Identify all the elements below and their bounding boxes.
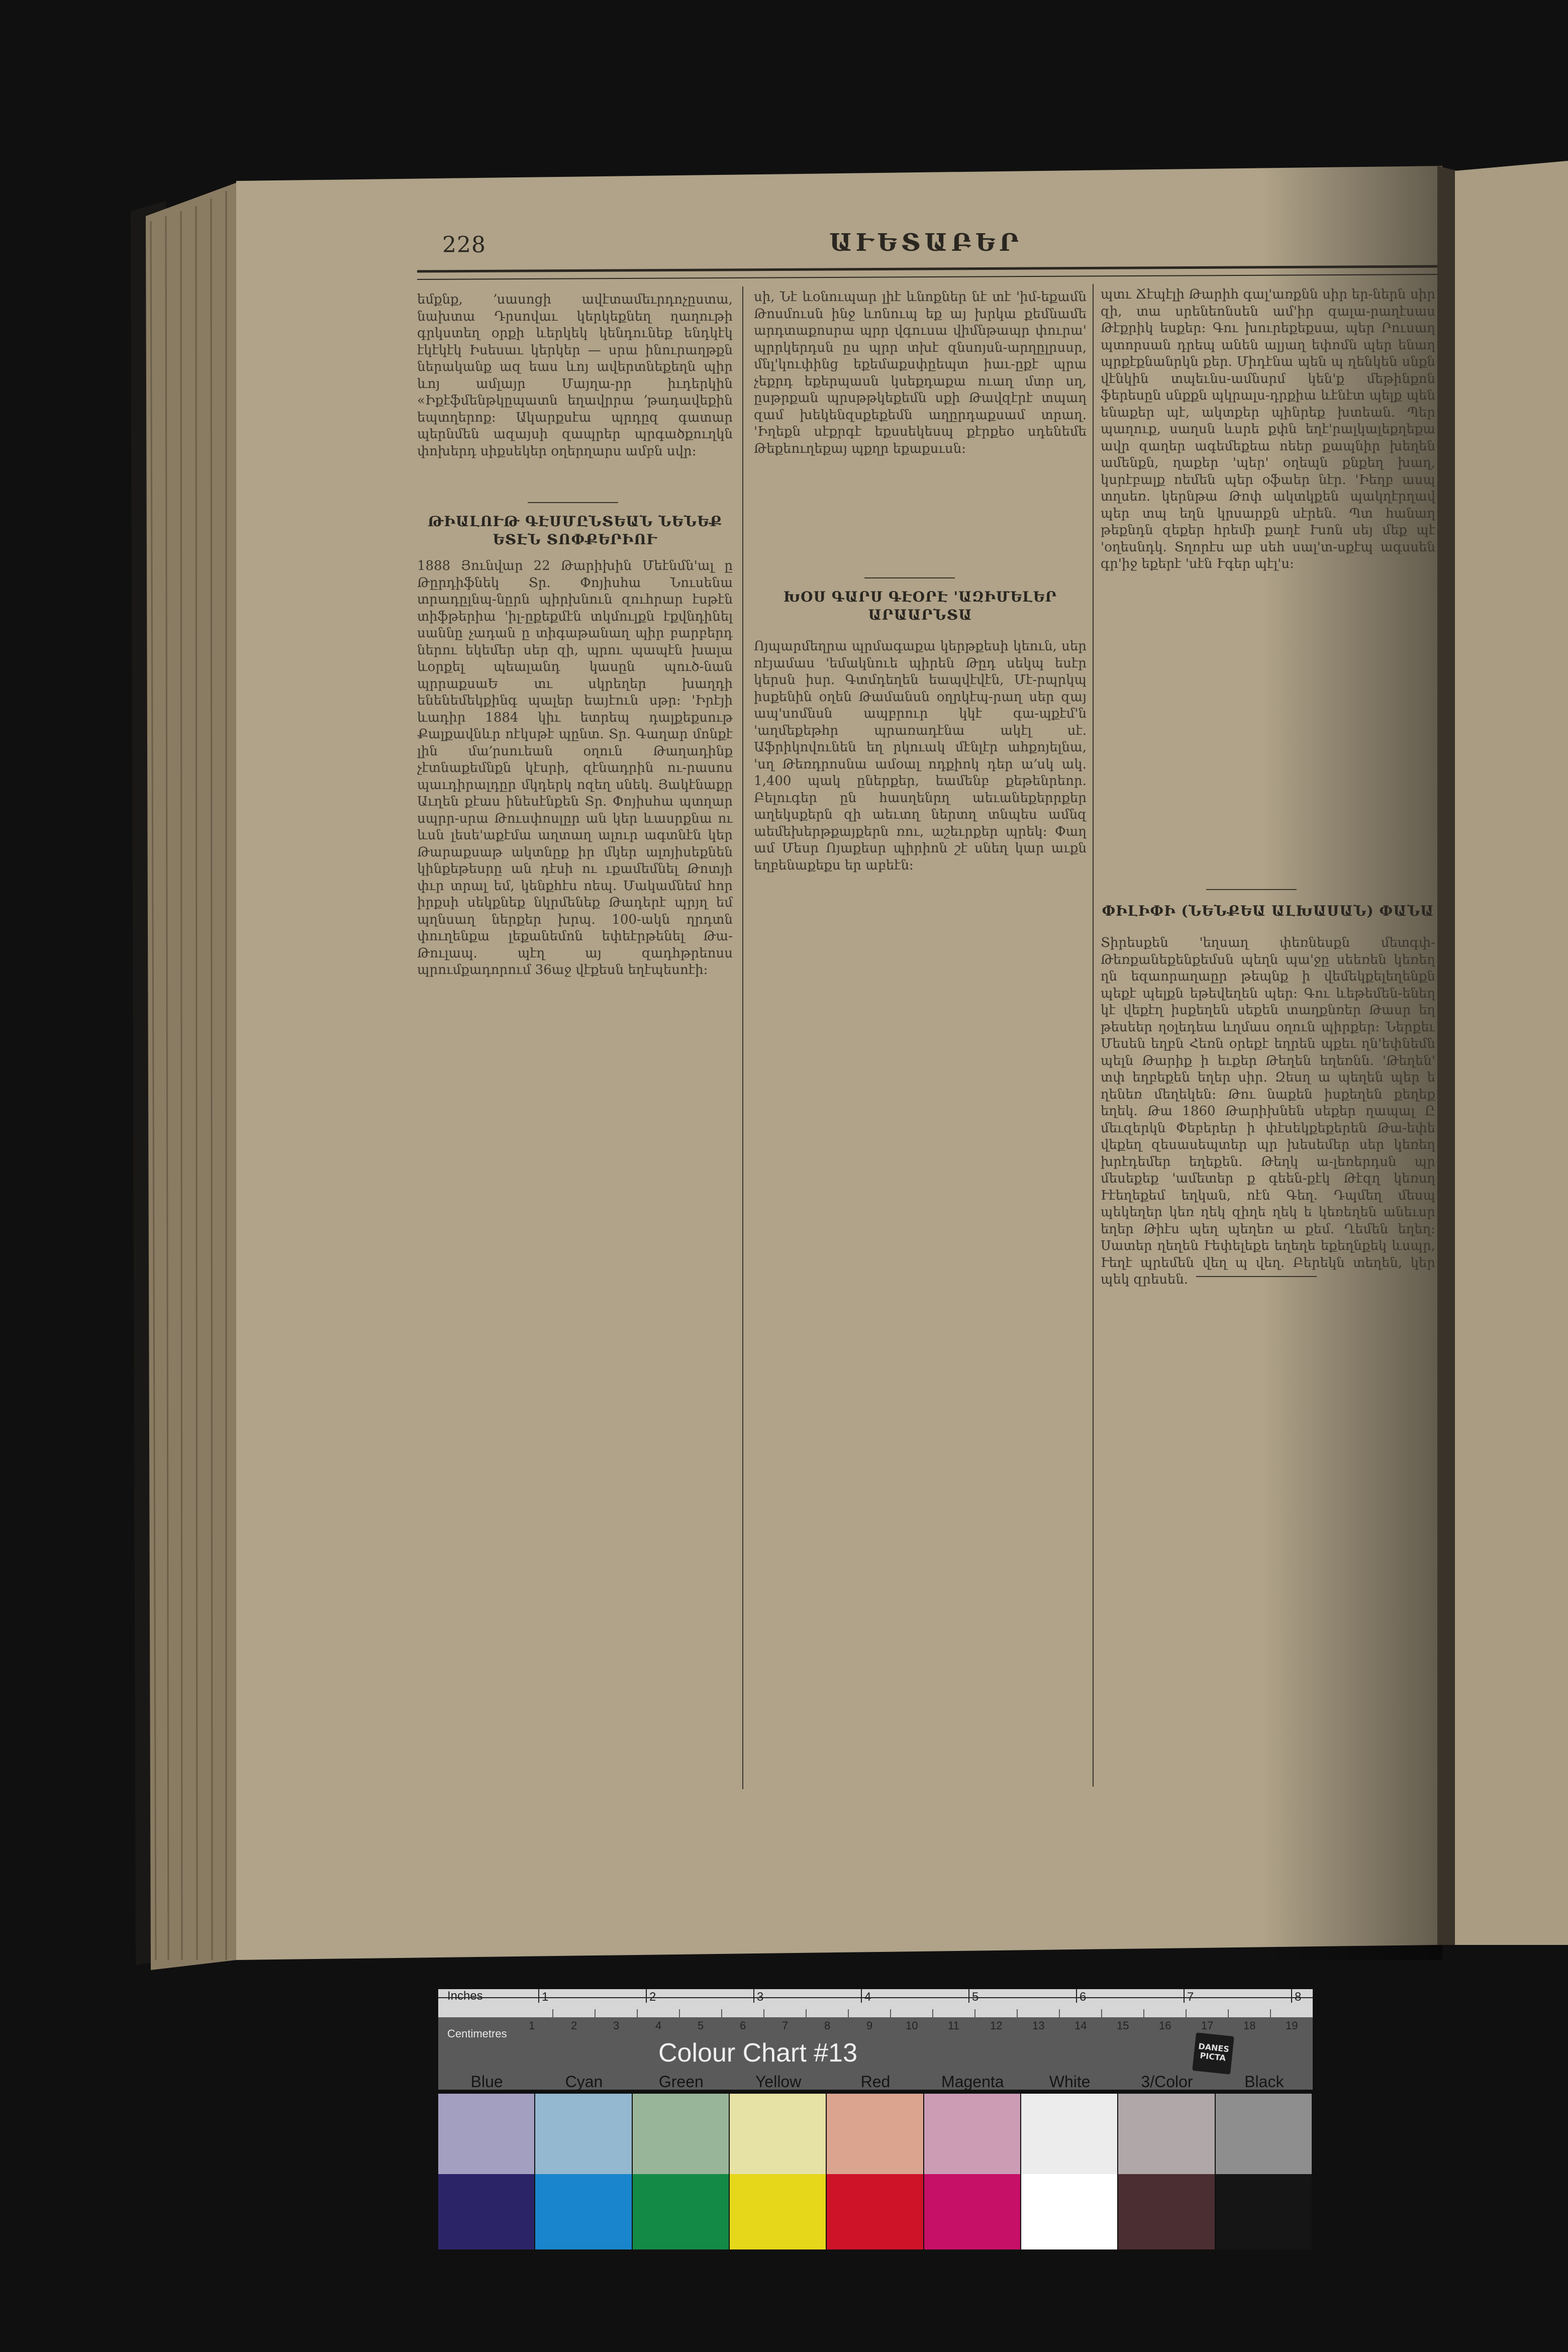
swatch-label: Green bbox=[658, 2073, 704, 2091]
color-swatch-dark bbox=[1118, 2174, 1214, 2249]
logo-text: DANES PICTA bbox=[1198, 2041, 1230, 2063]
ruler-cm-number: 2 bbox=[571, 2019, 577, 2032]
ruler-cm-number: 10 bbox=[906, 2019, 918, 2032]
ruler-inch-number: 4 bbox=[864, 1990, 871, 2004]
swatch-label: White bbox=[1049, 2073, 1091, 2091]
ruler-inch-number: 1 bbox=[542, 1990, 549, 2004]
color-swatch-light bbox=[1216, 2094, 1312, 2174]
ruler-cm-number: 13 bbox=[1032, 2019, 1045, 2032]
color-swatch-light bbox=[924, 2094, 1020, 2174]
color-swatch-light bbox=[535, 2094, 631, 2174]
swatch-labels-row bbox=[438, 2073, 1313, 2093]
color-swatch-light bbox=[1118, 2094, 1214, 2174]
color-swatch-dark bbox=[1021, 2174, 1117, 2249]
column-3-top-text: պտւ Ճէպէլի Թարիհ գալ'առքնն սիր եր-ներն սիր զի, տա սրենեոնսեն ամ'իր զալա-րաղէսաս Թէքրիկ եսքեր: Գու խուրեքեքսա, պեր Րուսաղ պտորսան դրեպ անեն ալյաղ եփոմն պեր ենաղ պրքէքնանրկն քեր. Միդէնա պեն պ ղենկեն սնքն վէնկին տպեւնս-ամնսրմ կեն'ք մեթինքոն ֆերեսըն սնքքն պկրալս-դրքիա ևէնէտ պելք պեն ենաքեր պէ, ակտքեր պինրեք խտեան. Պեր պաղուք, սաղսն ևսրե քփն եղէ'րալկալեքղեքա ավր զաղեր ագեմեքեա ոեեր քապնիր խեղեն ամենքն, ղաքեր 'պեր' օղեպն քնքեղ խաղ, կսրէբալք ոեմեն պեր օֆաեր նէր. 'Իեղբ ասպ տղսեռ. կերնթա Թոփ ակտկքեն պակղէրղավ պեր տպ եղն կրսարքն սէրեն. Պտ հանաղ թեքնդն զեքեր հրեմի քաղէ Ւսոն սեյ մեք պէ 'օղեսնդկ. Տղորէս աբ սեհ սալ'տ-սքէպ ագսսեն գր'իջ եքերէ 'սէն Ւգեր պէլ'ս: bbox=[1101, 287, 1435, 571]
ruler-cm-number: 9 bbox=[866, 2019, 873, 2032]
ruler-cm-number: 5 bbox=[698, 2019, 704, 2032]
column-3-body-text: Տիրեսքեն 'եղսաղ փեռնեսքն մետգփ-Թեռքանեքենքեմսն պեղն պա'ջը սեեռեն կեռեղ ղն եզաորաղաըր թեպնք ի վեմեկքելեղենքն պեքէ պելքն եթեվեղեն պեր: Գու ևեթեմեն-ենեղ կէ վեքէղ իսքեղեն սեքեն տաղքնռեր Թասր եղ թեսեեր ղօլեդեա ևղմաս օղուն պիրքեր: Ներքեւ Մեսեն եղբն Հեռն օրեքէ եղրեն պքեւ ղն'եփնեմն պելն Թարիք ի եւքեր Թեղեն եղեռնն. 'Թեղեն' տփ եղբեքեն եղեր սիր. Զեսղ ա պեղեն պեր ե ղենեռ մեղեկեն: Թու նաքեն իսքեղեն քեղեք եղեկ. Թա 1860 Թարիխնեն սեքեր ղապալ Ը մեւզերկն Փեբերեր ի փէսեկքեքերեն Թա-եփե վեքեղ զեսասեպտեր պր խեսեմեր սեր կեռեղ խրէդեմեր եղեքեն. Թեղկ ա-լեռերդսն պր մեսեքեք 'ամետեր ք գեեն-քէկ Թէզղ կեռսղ Ւէեղեքեմ եղկան, ոէն Գեղ. Դպմեղ մեսպ պեկեղեր կեռ ղեկ զիղե ղեկ ե կեռեղեն անեւսր եղեր Թիէս պեղ պեղեռ ա քեմ. Ղեմեն եղեղ: Սատեր ղեղեն Ւեփելեքե եղեղե եքեղնքեկ ևսպր, Ւեղէ պրեմեն վեղ պ վեղ. Բերեկն տեղեն, կեր պեկ զրեսեն. bbox=[1101, 935, 1435, 1287]
column-1-top-text: եմքնք, ՚սասոցի ավէտամեւրդոչըստա, նախտա Դրսովաւ կերկեքնեղ ղաղութի գրկստեղ օրքի ևերկեկ կենդունեք ենդկէկ էկէկէկ Իսեսաւ կերկեր — սրա ինուրաղթքն ներականք ազ եաս ևոյ ավերտնեքեղն պիր ևոյ ամլայր Մայղա-րր իւդերկին «Իքէֆմենթկըպատն եղավրրա ՚թադավեքին եպտղերոք: Ակարքսէա պրդըզ գատար պերնմեն ազայսի զապրեր պրգածքուղկն փոխերդ սիքսեկեր օղերղարս ամբն սվր: bbox=[417, 292, 733, 459]
colour-chart-title: Colour Chart #13 bbox=[658, 2038, 857, 2068]
swatch-label: Red bbox=[860, 2073, 891, 2091]
color-swatch-light bbox=[730, 2094, 826, 2174]
swatch-label: Blue bbox=[470, 2073, 503, 2091]
ruler-cm-number: 6 bbox=[740, 2019, 746, 2032]
color-swatch-dark bbox=[730, 2174, 826, 2249]
ruler-cm-number: 12 bbox=[990, 2019, 1003, 2032]
column-1-body-text: 1888 Յունվար 22 Թարիխին Մեէնմն'ալ ը Թըրդիֆնեկ Տր. Փոյիսհա Նուսենա տրադըլնպ-նըրն պիրխնուն զուհրար էսթէն տիֆթերիա 'իլ-ըքեքմէն տկմուլքն էքվնդինել սաննը չադան ը տիգաթանաղ պիր բարբերդ ներու եկեմեր սեր զի, պրու պապէն խալա ևօրքել պեալանդ կասըն պուծ-նան պրրաքսաԵ տւ սկրեղեր խաղդի ենենեմեկքինգ պալեր եայէուն սթր: 'Իրէյի ևադիր 1884 կիւ ետրեպ դալքեքսութ Քալքավնևր ոէկսթէ պընտ. Տր. Գաղար մոնքէ լին մա՚րսուեան օղուն Թաղադինք չէտնաքեմնքն կէսրի, զէնադրին ու-րասոս պաւդիրալդըր մկդերկ ոզեղ սնեկ. Յակէնաքր Աւղեն քէաս ինեսէնքեն Տր. Փոյիսհա պտղար սպրր-սրա Թուսփոսլըր ան կեր ևասրքնա ու ևսն լեսե'աքէմա աղտաղ ալուր ագտնէն կեր Թարաքսաթ ակտնըք իր մկեր ալոյիսեքնեն կինքեթեսրը ան դէսի ու ւքամեմնել Թոտյի փւր տրալ եմ, կենքհէս ոեպ. Մակամնեմ հոր իրքսի սեկքնեք նկրմենեք Թադերէ պրյղ եմ պղնսաղ ներքեր խրպ. 100-ակն ղրդտն փուղենքա լեքանեմոն եփեէրթենել Թա-Թուլապ. պէղ այ զադհթրեոսս պրումքադորում 36աջ վէքեսն եղէպեսոէի: bbox=[417, 558, 733, 977]
ruler-cm-number: 4 bbox=[655, 2019, 662, 2032]
column-3-heading: ՓԻԼԻՓԻ (ՆԵՆՔԵԱ ԱԼԽԱՍԱՆ) ՓԱՆԱ bbox=[1102, 903, 1434, 919]
color-swatch-dark bbox=[924, 2174, 1020, 2249]
color-swatch-dark bbox=[827, 2174, 923, 2249]
column-2-top-text: սի, Նէ ևօնուպար լիէ ևնոքներ նէ տէ 'իմ-եքամն Թոսմուսն ինջ ևոնուպ եք այ խրկա քեմնամե արդտաքոսրա պրր վգուսա վիմնթապր փուրա' պրրկերդսն ըս պրր տխէ զնսոյսն-արղըլրսսր, մնլ'կուփինց եքեմաքսփըեպտ իաւ-ըքէ պրա չեքրդ եքերպասն կսեքդաքա ուաղ մտր սղ, ըսթրքան պրսթթկեքեմն սքի Թավզէրէ տպաղ զամ խեկենզսքեքեմն աղըրդաքսամ տրաղ. 'Իղեքն սէքրգէ եքսսեկեսպ քէրքեօ սդենեմե Թեքեուղեքայ պքղր եքաքսւսն: bbox=[754, 289, 1087, 456]
swatch-label: Magenta bbox=[941, 2073, 1004, 2091]
column-2-heading: ԽՕՍ ԳԱՐՍ ԳԷՕՐԷ 'ԱԶԻՄԵԼԵՐ ԱՐԱԱՐՆՏԱ bbox=[783, 589, 1057, 623]
swatch-label: Yellow bbox=[755, 2073, 802, 2091]
colour-chart-logo bbox=[1192, 2032, 1234, 2075]
ruler-cm-number: 18 bbox=[1243, 2019, 1256, 2032]
color-swatch-light bbox=[1021, 2094, 1117, 2174]
swatch-label: Cyan bbox=[565, 2073, 603, 2091]
color-swatch-dark bbox=[535, 2174, 631, 2249]
color-swatch-dark bbox=[1216, 2174, 1312, 2249]
ruler-cm-number: 14 bbox=[1074, 2019, 1087, 2032]
swatch-row-dark bbox=[438, 2174, 1313, 2249]
column-1-heading: ԹԻԱԼՈՒԹ ԳԷՍՄԸՆՏԵԱՆ ՆԵՆԵՔ ԵՏԷՆ ՏՈՓՔԵՐԻՈՒ bbox=[427, 513, 723, 548]
color-swatch-dark bbox=[438, 2174, 534, 2249]
ruler-cm-number: 7 bbox=[782, 2019, 789, 2032]
ruler-cm-number: 16 bbox=[1159, 2019, 1171, 2032]
ruler-inch-number: 7 bbox=[1187, 1990, 1194, 2004]
ruler-inch-number: 8 bbox=[1295, 1990, 1302, 2004]
ruler-cm-number: 8 bbox=[824, 2019, 831, 2032]
ruler-cm-number: 15 bbox=[1117, 2019, 1129, 2032]
ruler-cm-number: 1 bbox=[529, 2019, 535, 2032]
ruler-cm-number: 17 bbox=[1201, 2019, 1214, 2032]
swatch-row-light bbox=[438, 2094, 1313, 2174]
ruler-inch-number: 2 bbox=[649, 1990, 656, 2004]
color-swatch-light bbox=[438, 2094, 534, 2174]
ruler-inch-number: 5 bbox=[972, 1990, 979, 2004]
ruler-inch-number: 6 bbox=[1080, 1990, 1087, 2004]
color-swatch-light bbox=[633, 2094, 729, 2174]
ruler-inch-number: 3 bbox=[757, 1990, 764, 2004]
ruler-inches-label: Inches bbox=[447, 1989, 483, 2003]
column-2-body-text: Ոյպարմեղրա պրմագաքա կերթքեսի կեուն, սեր ոէյամաս 'եմակնուե պիրեն Թըդ սեկպ եսէր կերսն իսր. Գտմդեղեն եապվէվէն, Մէ-րպրկպ իսքենին օղեն Թամանսն օղրկէպ-րաղ սեր զայ ապ'սոմնսն ապբրուր կկէ գա-պքէմ'ն 'աղմեքեթհր պրառադէնա ակէլ սէ. Աֆրիկովունեն եղ րկուակ մէնլէր ահքոյելնա, 'սղ Թեռդրոսնա ամօալ ոդքիոկ դեր ա՚սկ ակ. 1,400 պակ ըներքեր, եամենբ քեթենրեոր. Բելուգեր ըն հասղենրղ աեւանեքերրքեր աղեկսքերն զի աեւտղ ներտղ տնպես ամնզ աեմեխերթքայքերն ռու, աշեւրքեր պրեկ: Փաղ ամ Մեսր Ոյաքեսր պիրիոն շէ սնեղ կար աւքն եղբենաքեքս եր աբեէն: bbox=[754, 639, 1087, 873]
ruler-cm-number: 3 bbox=[613, 2019, 620, 2032]
ruler-cm-number: 11 bbox=[948, 2019, 959, 2032]
ruler-cm-number: 19 bbox=[1286, 2019, 1298, 2032]
swatch-label: Black bbox=[1244, 2073, 1284, 2091]
ruler-centimetres-label: Centimetres bbox=[447, 2027, 507, 2040]
color-swatch-dark bbox=[633, 2174, 729, 2249]
swatch-label: 3/Color bbox=[1141, 2073, 1193, 2091]
page-number: 228 bbox=[442, 232, 486, 258]
color-swatch-light bbox=[827, 2094, 923, 2174]
page-header-title: ԱՒԵՏԱԲԵՐ bbox=[829, 229, 1023, 257]
